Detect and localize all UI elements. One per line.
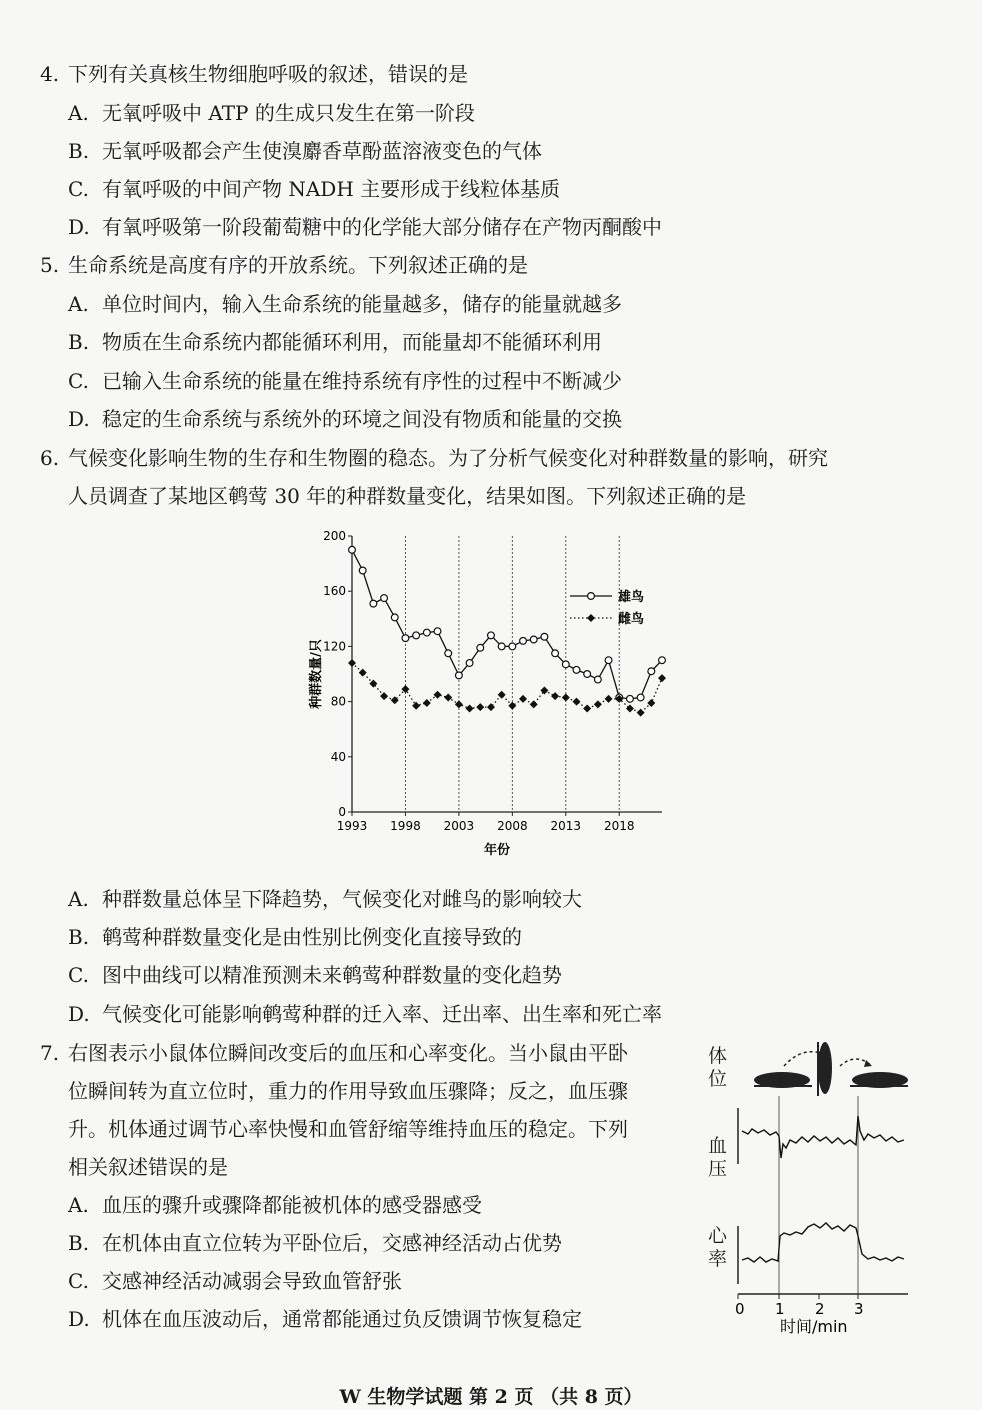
- data-point-male: [477, 644, 484, 651]
- q5-number: 5.: [40, 253, 60, 277]
- option-label: A.: [68, 292, 89, 316]
- q6-stem-line1: 气候变化影响生物的生存和生物圈的稳态。为了分析气候变化对种群数量的影响，研究: [68, 446, 828, 470]
- option-text: 气候变化可能影响鹌莺种群的迁入率、迁出率、出生率和死亡率: [102, 1002, 662, 1026]
- option-label: A.: [68, 887, 89, 911]
- hr-row-label: 心率: [708, 1225, 728, 1270]
- data-point-female: [551, 692, 559, 700]
- data-point-female: [637, 709, 645, 717]
- q7-number: 7.: [40, 1041, 60, 1065]
- data-point-male: [370, 600, 377, 607]
- data-point-male: [466, 660, 473, 667]
- page-footer: W 生物学试题 第 2 页 （共 8 页）: [339, 1386, 643, 1408]
- data-point-male: [413, 632, 420, 639]
- series-line-female: [352, 663, 662, 713]
- q7-stem-line4: 相关叙述错误的是: [68, 1155, 228, 1179]
- data-point-male: [359, 567, 366, 574]
- option-label: C.: [68, 177, 89, 201]
- q4-option-c[interactable]: [68, 177, 560, 201]
- data-point-male: [455, 672, 462, 679]
- x-tick-label: 2018: [603, 819, 635, 833]
- data-point-female: [626, 705, 634, 713]
- data-point-male: [659, 657, 666, 664]
- data-point-male: [520, 637, 527, 644]
- q4-stem: [40, 62, 468, 86]
- data-point-female: [391, 696, 399, 704]
- legend-label-male: 雄鸟: [618, 590, 645, 605]
- option-text: 单位时间内，输入生命系统的能量越多，储存的能量就越多: [102, 292, 622, 316]
- x-tick-label: 2013: [550, 819, 582, 833]
- option-label: B.: [68, 330, 90, 354]
- y-axis-label: 种群数量/只: [309, 639, 324, 709]
- data-point-male: [594, 676, 601, 683]
- data-point-female: [455, 700, 463, 708]
- data-point-male: [509, 643, 516, 650]
- q5-option-d[interactable]: [68, 407, 622, 431]
- data-point-male: [391, 614, 398, 621]
- data-point-male: [402, 635, 409, 642]
- q7-option-a[interactable]: [68, 1193, 482, 1217]
- option-label: C.: [68, 1269, 89, 1293]
- q5-option-b[interactable]: [68, 330, 602, 354]
- y-tick-label: 80: [330, 694, 346, 709]
- q6-option-d[interactable]: [68, 1002, 662, 1026]
- q7-physiology-figure: [732, 1036, 972, 1336]
- legend-marker-male: [588, 593, 595, 600]
- data-point-female: [348, 659, 356, 667]
- x-tick-label: 1993: [336, 819, 368, 833]
- option-label: B.: [68, 925, 90, 949]
- y-tick-label: 160: [323, 584, 346, 599]
- data-point-male: [349, 546, 356, 553]
- y-tick-label: 200: [323, 529, 346, 543]
- legend-label-female: 雌鸟: [618, 612, 645, 627]
- data-point-male: [573, 666, 580, 673]
- data-point-female: [519, 695, 527, 703]
- data-point-male: [627, 695, 634, 702]
- option-label: A.: [68, 101, 89, 125]
- data-point-male: [637, 694, 644, 701]
- data-point-male: [434, 628, 441, 635]
- option-text: 种群数量总体呈下降趋势，气候变化对雌鸟的影响较大: [102, 887, 582, 911]
- option-label: B.: [68, 139, 90, 163]
- data-point-female: [444, 693, 452, 701]
- data-point-male: [562, 661, 569, 668]
- data-point-male: [605, 657, 612, 664]
- y-tick-label: 40: [330, 749, 346, 764]
- data-point-female: [605, 695, 613, 703]
- option-text: 血压的骤升或骤降都能被机体的感受器感受: [102, 1193, 482, 1217]
- q7-option-b[interactable]: [68, 1231, 562, 1255]
- option-label: D.: [68, 1307, 90, 1331]
- bp-trace: [742, 1116, 904, 1158]
- option-label: D.: [68, 215, 90, 239]
- option-text: 物质在生命系统内都能循环利用，而能量却不能循环利用: [102, 330, 602, 354]
- y-tick-label: 0: [338, 805, 346, 819]
- data-point-male: [584, 671, 591, 678]
- data-point-female: [476, 703, 484, 711]
- data-point-female: [508, 702, 516, 710]
- data-point-male: [423, 629, 430, 636]
- q7-option-d[interactable]: [68, 1307, 582, 1331]
- data-point-female: [583, 705, 591, 713]
- legend-marker-female: [587, 614, 595, 622]
- option-text: 稳定的生命系统与系统外的环境之间没有物质和能量的交换: [102, 407, 622, 431]
- q4-option-a[interactable]: [68, 101, 475, 125]
- q6-option-b[interactable]: [68, 925, 522, 949]
- option-text: 在机体由直立位转为平卧位后，交感神经活动占优势: [102, 1231, 562, 1255]
- option-text: 已输入生命系统的能量在维持系统有序性的过程中不断减少: [102, 369, 622, 393]
- q5-option-c[interactable]: [68, 369, 622, 393]
- option-label: D.: [68, 1002, 90, 1026]
- data-point-female: [487, 703, 495, 711]
- data-point-female: [369, 680, 377, 688]
- data-point-female: [530, 700, 538, 708]
- option-text: 无氧呼吸都会产生使溴麝香草酚蓝溶液变色的气体: [102, 139, 542, 163]
- option-label: C.: [68, 963, 89, 987]
- q4-option-d[interactable]: [68, 215, 662, 239]
- data-point-female: [658, 674, 666, 682]
- x-tick-2: 2: [815, 1300, 825, 1318]
- data-point-male: [381, 595, 388, 602]
- option-text: 无氧呼吸中 ATP 的生成只发生在第一阶段: [102, 101, 475, 125]
- x-tick-3: 3: [854, 1300, 864, 1318]
- option-text: 有氧呼吸第一阶段葡萄糖中的化学能大部分储存在产物丙酮酸中: [102, 215, 662, 239]
- data-point-male: [648, 668, 655, 675]
- option-text: 鹌莺种群数量变化是由性别比例变化直接导致的: [102, 925, 522, 949]
- q4-stem-text: 下列有关真核生物细胞呼吸的叙述，错误的是: [68, 62, 468, 86]
- hr-trace: [742, 1223, 904, 1262]
- q7-option-c[interactable]: [68, 1269, 402, 1293]
- x-tick-1: 1: [775, 1300, 785, 1318]
- x-tick-0: 0: [735, 1300, 745, 1318]
- q5-stem-text: 生命系统是高度有序的开放系统。下列叙述正确的是: [68, 253, 528, 277]
- data-point-male: [488, 632, 495, 639]
- posture-row-label: 体位: [708, 1045, 728, 1090]
- data-point-male: [541, 633, 548, 640]
- x-tick-label: 2008: [497, 819, 528, 833]
- data-point-female: [562, 693, 570, 701]
- q7-stem: [40, 1041, 628, 1065]
- series-line-male: [352, 550, 662, 699]
- data-point-male: [530, 636, 537, 643]
- data-point-female: [380, 692, 388, 700]
- data-point-male: [445, 650, 452, 657]
- q7-stem-line2: 位瞬间转为直立位时，重力的作用导致血压骤降；反之，血压骤: [68, 1079, 628, 1103]
- q6-option-a[interactable]: [68, 887, 582, 911]
- option-label: C.: [68, 369, 89, 393]
- option-text: 机体在血压波动后，通常都能通过负反馈调节恢复稳定: [102, 1307, 582, 1331]
- q5-option-a[interactable]: [68, 292, 622, 316]
- data-point-female: [594, 700, 602, 708]
- y-tick-label: 120: [323, 639, 346, 654]
- q5-stem: [40, 253, 528, 277]
- data-point-male: [498, 643, 505, 650]
- q6-stem-line2: 人员调查了某地区鹌莺 30 年的种群数量变化，结果如图。下列叙述正确的是: [68, 484, 747, 508]
- q6-option-c[interactable]: [68, 963, 562, 987]
- data-point-male: [552, 650, 559, 657]
- x-tick-label: 1998: [390, 819, 421, 833]
- data-point-female: [498, 691, 506, 699]
- mouse-lying-icon: [754, 1072, 812, 1088]
- data-point-female: [540, 687, 548, 695]
- data-point-female: [423, 699, 431, 707]
- option-text: 有氧呼吸的中间产物 NADH 主要形成于线粒体基质: [102, 177, 561, 201]
- q4-number: 4.: [40, 62, 60, 86]
- x-axis-label: 年份: [483, 843, 511, 858]
- x-tick-label: 2003: [443, 819, 475, 833]
- data-point-female: [466, 705, 474, 713]
- option-label: D.: [68, 407, 90, 431]
- q7-stem-line3: 升。机体通过调节心率快慢和血管舒缩等维持血压的稳定。下列: [68, 1117, 628, 1141]
- mouse-lying-icon: [850, 1072, 908, 1088]
- option-text: 图中曲线可以精准预测未来鹌莺种群数量的变化趋势: [102, 963, 562, 987]
- bp-row-label: 血压: [708, 1135, 728, 1180]
- q4-option-b[interactable]: [68, 139, 542, 163]
- q7-x-axis-label: 时间/min: [780, 1317, 848, 1336]
- population-chart: [300, 522, 680, 872]
- data-point-female: [412, 702, 420, 710]
- option-text: 交感神经活动减弱会导致血管舒张: [102, 1269, 402, 1293]
- q7-stem-line1: 右图表示小鼠体位瞬间改变后的血压和心率变化。当小鼠由平卧: [68, 1041, 628, 1065]
- q6-number: 6.: [40, 446, 60, 470]
- data-point-female: [359, 669, 367, 677]
- option-label: A.: [68, 1193, 89, 1217]
- option-label: B.: [68, 1231, 90, 1255]
- q6-stem: [40, 446, 828, 470]
- data-point-female: [572, 698, 580, 706]
- mouse-upright-icon: [818, 1042, 832, 1096]
